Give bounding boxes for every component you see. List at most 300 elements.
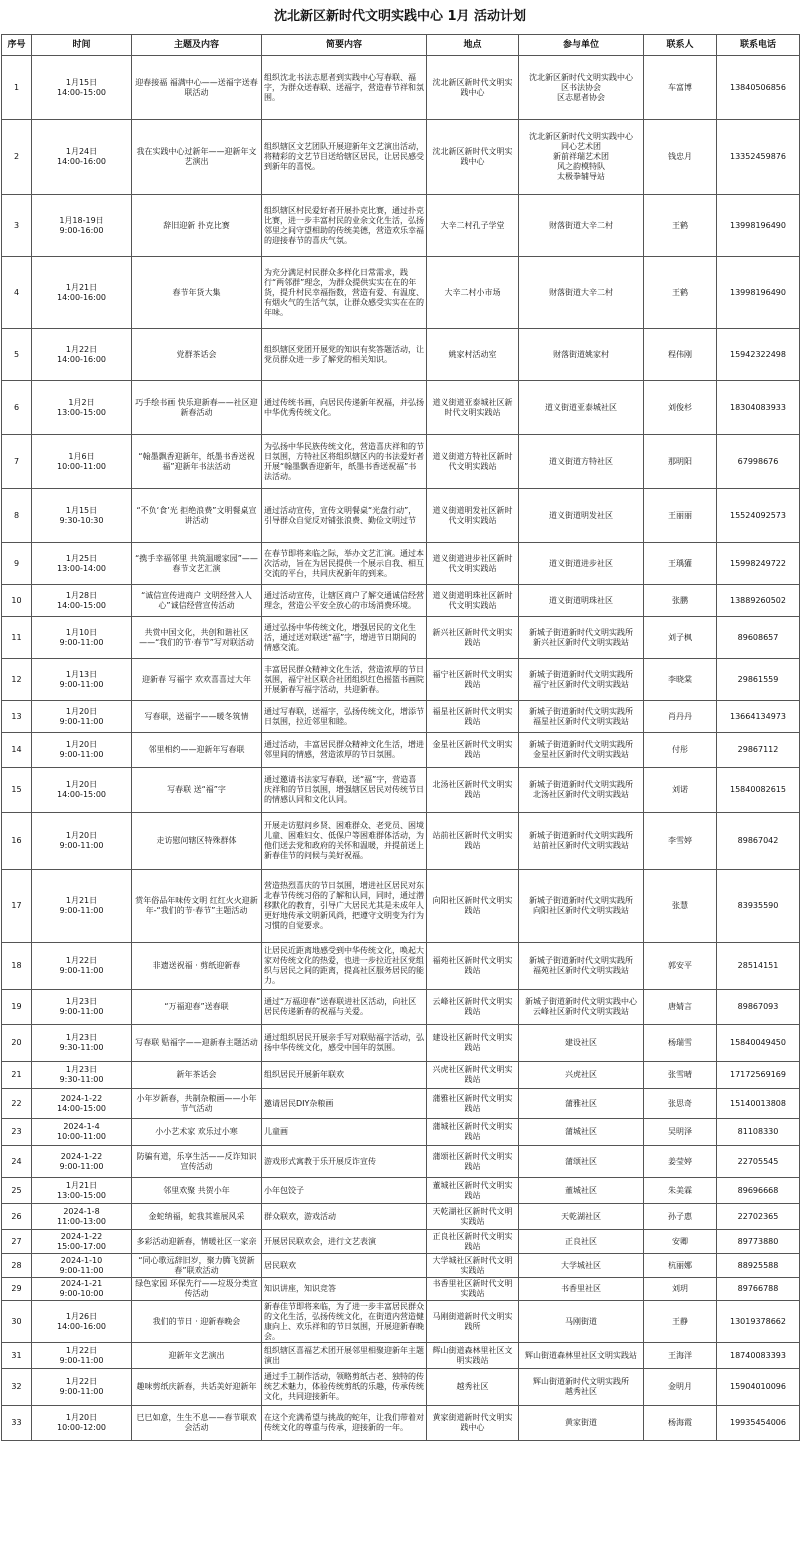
cell-units: 道义街道明发社区 bbox=[519, 489, 644, 543]
header-contact: 联系人 bbox=[644, 35, 717, 56]
cell-phone: 15524092573 bbox=[717, 489, 800, 543]
cell-contact: 王鹤 bbox=[644, 195, 717, 257]
table-row bbox=[2, 768, 800, 813]
cell-no: 31 bbox=[2, 1343, 32, 1369]
cell-units: 黄家街道 bbox=[519, 1406, 644, 1441]
cell-place: 福苑社区新时代文明实践站 bbox=[427, 943, 519, 990]
cell-place: 福星社区新时代文明实践站 bbox=[427, 701, 519, 733]
cell-no: 14 bbox=[2, 733, 32, 768]
cell-contact: 张慧 bbox=[644, 870, 717, 943]
table-row bbox=[2, 56, 800, 120]
cell-contact: 王海洋 bbox=[644, 1343, 717, 1369]
table-row bbox=[2, 435, 800, 489]
cell-brief: 组织辖区党团开展党的知识有奖答题活动，让党员群众进一步了解党的相关知识。 bbox=[262, 329, 427, 381]
cell-time: 1月13日 9:00-11:00 bbox=[32, 659, 132, 701]
cell-phone: 15942322498 bbox=[717, 329, 800, 381]
cell-brief: 让居民近距离地感受到中华传统文化，唤起大家对传统文化的热爱，也进一步拉近社区党组织与居民之间的距离，提高社区服务居民的能力。 bbox=[262, 943, 427, 990]
cell-phone: 13998196490 bbox=[717, 257, 800, 329]
cell-phone: 15840049450 bbox=[717, 1025, 800, 1062]
cell-units: 董城社区 bbox=[519, 1178, 644, 1204]
cell-phone: 15998249722 bbox=[717, 543, 800, 585]
cell-theme: 新年茶话会 bbox=[132, 1062, 262, 1089]
cell-brief: 游戏形式寓教于乐开展反诈宣传 bbox=[262, 1146, 427, 1178]
cell-theme: 我在实践中心过新年——迎新年文艺演出 bbox=[132, 120, 262, 195]
cell-place: 马刚街道新时代文明实践所 bbox=[427, 1301, 519, 1343]
cell-units: 新城子街道新时代文明实践所 新兴社区新时代文明实践站 bbox=[519, 617, 644, 659]
cell-units: 新城子街道新时代文明实践所 福苑社区新时代文明实践站 bbox=[519, 943, 644, 990]
cell-no: 29 bbox=[2, 1278, 32, 1301]
table-row bbox=[2, 195, 800, 257]
cell-brief: 开展居民联欢会，进行文艺表演 bbox=[262, 1230, 427, 1254]
cell-theme: 写春联 贴福字——迎新春主题活动 bbox=[132, 1025, 262, 1062]
cell-place: 站前社区新时代文明实践站 bbox=[427, 813, 519, 870]
cell-no: 33 bbox=[2, 1406, 32, 1441]
cell-no: 1 bbox=[2, 56, 32, 120]
cell-place: 大学城社区新时代文明实践站 bbox=[427, 1254, 519, 1278]
cell-time: 1月22日 9:00-11:00 bbox=[32, 943, 132, 990]
table-row bbox=[2, 1119, 800, 1146]
cell-place: 辉山街道森林里社区文明实践站 bbox=[427, 1343, 519, 1369]
cell-theme: 赏年俗品年味传文明 红红火火迎新年-“我们的节·春节”主题活动 bbox=[132, 870, 262, 943]
cell-theme: 走访慰问辖区特殊群体 bbox=[132, 813, 262, 870]
cell-brief: 通过活动宣传，让辖区商户了解交通诚信经营理念，营造公平安全放心的市场消费环境。 bbox=[262, 585, 427, 617]
cell-theme: 绿色家园 环保先行——垃圾分类宣传活动 bbox=[132, 1278, 262, 1301]
header-no: 序号 bbox=[2, 35, 32, 56]
cell-time: 2024-1-22 14:00-15:00 bbox=[32, 1089, 132, 1119]
cell-phone: 13840506856 bbox=[717, 56, 800, 120]
table-row bbox=[2, 120, 800, 195]
cell-theme: 邻里相约——迎新年写春联 bbox=[132, 733, 262, 768]
cell-no: 20 bbox=[2, 1025, 32, 1062]
cell-place: 金星社区新时代文明实践站 bbox=[427, 733, 519, 768]
table-row bbox=[2, 1406, 800, 1441]
cell-contact: 孙子惠 bbox=[644, 1204, 717, 1230]
table-row bbox=[2, 1301, 800, 1343]
table-row bbox=[2, 489, 800, 543]
header-place: 地点 bbox=[427, 35, 519, 56]
table-row bbox=[2, 543, 800, 585]
cell-contact: 那明阳 bbox=[644, 435, 717, 489]
cell-phone: 13352459876 bbox=[717, 120, 800, 195]
cell-theme: 我们的节日 · 迎新春晚会 bbox=[132, 1301, 262, 1343]
cell-time: 1月24日 14:00-16:00 bbox=[32, 120, 132, 195]
cell-no: 13 bbox=[2, 701, 32, 733]
cell-time: 1月26日 14:00-16:00 bbox=[32, 1301, 132, 1343]
header-units: 参与单位 bbox=[519, 35, 644, 56]
cell-brief: 组织辖区村民爱好者开展扑克比赛，通过扑克比赛，进一步丰富村民的业余文化生活，弘扬邻里之间守望相助的传统美德，营造欢乐幸福的迎接春节的喜庆气氛。 bbox=[262, 195, 427, 257]
cell-place: 正良社区新时代文明实践站 bbox=[427, 1230, 519, 1254]
header-phone: 联系电话 bbox=[717, 35, 800, 56]
cell-no: 18 bbox=[2, 943, 32, 990]
cell-place: 新兴社区新时代文明实践站 bbox=[427, 617, 519, 659]
cell-brief: 组织沈北书法志愿者到实践中心写春联、福字，为群众送春联、送福字，营造春节祥和氛围。 bbox=[262, 56, 427, 120]
cell-place: 黄家街道新时代文明实践中心 bbox=[427, 1406, 519, 1441]
cell-contact: 刘俊杉 bbox=[644, 381, 717, 435]
cell-phone: 15840082615 bbox=[717, 768, 800, 813]
cell-brief: 在这个充满希望与挑战的蛇年，让我们带着对传统文化的尊重与传承，迎接新的一年。 bbox=[262, 1406, 427, 1441]
cell-theme: 邻里欢聚 共贺小年 bbox=[132, 1178, 262, 1204]
cell-brief: 为弘扬中华民族传统文化，营造喜庆祥和的节日氛围，方特社区将组织辖区内的书法爱好者开展“翰墨飘香迎新年，纸墨书香送祝福”书法活动。 bbox=[262, 435, 427, 489]
cell-place: 向阳社区新时代文明实践站 bbox=[427, 870, 519, 943]
cell-phone: 18740083393 bbox=[717, 1343, 800, 1369]
cell-units: 新城子街道新时代文明实践所 福星社区新时代文明实践站 bbox=[519, 701, 644, 733]
cell-contact: 李雪婷 bbox=[644, 813, 717, 870]
table-body bbox=[2, 56, 800, 1441]
cell-brief: 通过邀请书法家写春联，送“福”字，营造喜庆祥和的节日氛围，增强辖区居民对传统节日的情感认同和文化认同。 bbox=[262, 768, 427, 813]
cell-brief: 在春节即将来临之际，举办文艺汇演。通过本次活动，旨在为居民提供一个展示自我、相互交流的平台，共同庆祝新年的到来。 bbox=[262, 543, 427, 585]
cell-no: 30 bbox=[2, 1301, 32, 1343]
table-row bbox=[2, 1254, 800, 1278]
cell-no: 5 bbox=[2, 329, 32, 381]
cell-brief: 通过“万福迎春”送春联进社区活动，向社区居民传递新春的祝福与关爱。 bbox=[262, 990, 427, 1025]
cell-theme: “携手幸福邻里 共筑温暖家园”——春节文艺汇演 bbox=[132, 543, 262, 585]
cell-time: 1月28日 14:00-15:00 bbox=[32, 585, 132, 617]
cell-contact: 杨瑞雪 bbox=[644, 1025, 717, 1062]
cell-theme: 党群茶话会 bbox=[132, 329, 262, 381]
cell-phone: 18304083933 bbox=[717, 381, 800, 435]
cell-units: 道义街道进步社区 bbox=[519, 543, 644, 585]
cell-units: 蒲雅社区 bbox=[519, 1089, 644, 1119]
cell-contact: 张鹏 bbox=[644, 585, 717, 617]
cell-no: 15 bbox=[2, 768, 32, 813]
cell-contact: 金明月 bbox=[644, 1369, 717, 1406]
cell-contact: 程伟刚 bbox=[644, 329, 717, 381]
cell-brief: 居民联欢 bbox=[262, 1254, 427, 1278]
cell-theme: 趣味剪纸庆新春，共话美好迎新年 bbox=[132, 1369, 262, 1406]
cell-theme: 巧手绘书画 快乐迎新春——社区迎新春活动 bbox=[132, 381, 262, 435]
cell-no: 2 bbox=[2, 120, 32, 195]
cell-no: 10 bbox=[2, 585, 32, 617]
cell-time: 2024-1-4 10:00-11:00 bbox=[32, 1119, 132, 1146]
cell-theme: “同心歌远辞旧岁，聚力腾飞贺新春”联欢活动 bbox=[132, 1254, 262, 1278]
cell-contact: 安卿 bbox=[644, 1230, 717, 1254]
cell-no: 7 bbox=[2, 435, 32, 489]
table-row bbox=[2, 1062, 800, 1089]
cell-theme: 多彩活动迎新春，情暖社区一家亲 bbox=[132, 1230, 262, 1254]
cell-units: 新城子街道新时代文明实践所 向阳社区新时代文明实践站 bbox=[519, 870, 644, 943]
cell-phone: 13889260502 bbox=[717, 585, 800, 617]
cell-no: 21 bbox=[2, 1062, 32, 1089]
cell-units: 书香里社区 bbox=[519, 1278, 644, 1301]
cell-time: 1月18-19日 9:00-16:00 bbox=[32, 195, 132, 257]
cell-contact: 杨海霞 bbox=[644, 1406, 717, 1441]
cell-brief: 儿童画 bbox=[262, 1119, 427, 1146]
cell-place: 沈北新区新时代文明实践中心 bbox=[427, 56, 519, 120]
cell-place: 沈北新区新时代文明实践中心 bbox=[427, 120, 519, 195]
cell-theme: 写春联，送福字——暖冬筑情 bbox=[132, 701, 262, 733]
cell-units: 辉山街道森林里社区文明实践站 bbox=[519, 1343, 644, 1369]
cell-no: 12 bbox=[2, 659, 32, 701]
cell-phone: 89773880 bbox=[717, 1230, 800, 1254]
cell-phone: 22702365 bbox=[717, 1204, 800, 1230]
cell-phone: 13998196490 bbox=[717, 195, 800, 257]
cell-no: 28 bbox=[2, 1254, 32, 1278]
cell-units: 辉山街道新时代文明实践所 越秀社区 bbox=[519, 1369, 644, 1406]
cell-place: 福宁社区新时代文明实践站 bbox=[427, 659, 519, 701]
cell-no: 25 bbox=[2, 1178, 32, 1204]
cell-theme: 防骗有道，乐享生活——反诈知识宣传活动 bbox=[132, 1146, 262, 1178]
table-row bbox=[2, 1178, 800, 1204]
cell-brief: 开展走访慰问乡贤、困难群众、老党员、困境儿童、困难妇女、低保户等困难群体活动，为他们送去党和政府的关怀和温暖，并提前送上新春佳节的问候与美好祝福。 bbox=[262, 813, 427, 870]
cell-time: 1月22日 9:00-11:00 bbox=[32, 1343, 132, 1369]
cell-units: 大学城社区 bbox=[519, 1254, 644, 1278]
cell-phone: 17172569169 bbox=[717, 1062, 800, 1089]
table-row bbox=[2, 257, 800, 329]
cell-phone: 88925588 bbox=[717, 1254, 800, 1278]
cell-place: 大辛二村小市场 bbox=[427, 257, 519, 329]
cell-time: 1月6日 10:00-11:00 bbox=[32, 435, 132, 489]
cell-units: 正良社区 bbox=[519, 1230, 644, 1254]
table-row bbox=[2, 585, 800, 617]
cell-no: 27 bbox=[2, 1230, 32, 1254]
cell-time: 1月10日 9:00-11:00 bbox=[32, 617, 132, 659]
table-row bbox=[2, 381, 800, 435]
cell-units: 新城子街道新时代文明实践所 福宁社区新时代文明实践站 bbox=[519, 659, 644, 701]
cell-units: 新城子街道新时代文明实践中心 云峰社区新时代文明实践站 bbox=[519, 990, 644, 1025]
cell-theme: 巳巳如意，生生不息——春节联欢会活动 bbox=[132, 1406, 262, 1441]
activity-table bbox=[1, 34, 800, 1441]
table-row bbox=[2, 1146, 800, 1178]
table-header-row bbox=[2, 35, 800, 56]
cell-contact: 钱忠月 bbox=[644, 120, 717, 195]
cell-contact: 王鹤 bbox=[644, 257, 717, 329]
cell-units: 沈北新区新时代文明实践中心 同心艺术团 新前祥瑞艺术团 风之韵模特队 太极拳辅导站 bbox=[519, 120, 644, 195]
cell-no: 11 bbox=[2, 617, 32, 659]
table-row bbox=[2, 1369, 800, 1406]
cell-phone: 15140013808 bbox=[717, 1089, 800, 1119]
cell-place: 蒲雅社区新时代文明实践站 bbox=[427, 1089, 519, 1119]
cell-contact: 李晓棠 bbox=[644, 659, 717, 701]
cell-theme: 小小艺术家 欢乐过小寒 bbox=[132, 1119, 262, 1146]
cell-phone: 89867042 bbox=[717, 813, 800, 870]
cell-phone: 22705545 bbox=[717, 1146, 800, 1178]
cell-place: 蒲颂社区新时代文明实践站 bbox=[427, 1146, 519, 1178]
cell-no: 23 bbox=[2, 1119, 32, 1146]
cell-time: 2024-1-22 9:00-11:00 bbox=[32, 1146, 132, 1178]
cell-contact: 朱美霖 bbox=[644, 1178, 717, 1204]
cell-no: 16 bbox=[2, 813, 32, 870]
cell-theme: 小年岁新春，共制杂粮画——小年节气活动 bbox=[132, 1089, 262, 1119]
cell-time: 1月2日 13:00-15:00 bbox=[32, 381, 132, 435]
cell-contact: 姜莹婷 bbox=[644, 1146, 717, 1178]
cell-time: 1月20日 10:00-12:00 bbox=[32, 1406, 132, 1441]
cell-contact: 王丽丽 bbox=[644, 489, 717, 543]
cell-time: 2024-1-22 15:00-17:00 bbox=[32, 1230, 132, 1254]
cell-units: 财落街道姚家村 bbox=[519, 329, 644, 381]
cell-contact: 王瑀獾 bbox=[644, 543, 717, 585]
cell-phone: 81108330 bbox=[717, 1119, 800, 1146]
cell-contact: 吴明泽 bbox=[644, 1119, 717, 1146]
cell-place: 建设社区新时代文明实践站 bbox=[427, 1025, 519, 1062]
cell-theme: “不负‘食’光 拒绝浪费”文明餐桌宣讲活动 bbox=[132, 489, 262, 543]
cell-time: 1月25日 13:00-14:00 bbox=[32, 543, 132, 585]
cell-phone: 89696668 bbox=[717, 1178, 800, 1204]
cell-time: 1月21日 9:00-11:00 bbox=[32, 870, 132, 943]
cell-contact: 唐婧言 bbox=[644, 990, 717, 1025]
cell-no: 9 bbox=[2, 543, 32, 585]
table-row bbox=[2, 813, 800, 870]
cell-theme: 共赏中国文化，共创和谐社区——“我们的节·春节”写对联活动 bbox=[132, 617, 262, 659]
table-row bbox=[2, 1025, 800, 1062]
cell-contact: 刘诺 bbox=[644, 768, 717, 813]
cell-place: 道义街道明发社区新时代文明实践站 bbox=[427, 489, 519, 543]
cell-time: 1月15日 9:30-10:30 bbox=[32, 489, 132, 543]
cell-units: 马刚街道 bbox=[519, 1301, 644, 1343]
cell-units: 沈北新区新时代文明实践中心 区书法协会 区志愿者协会 bbox=[519, 56, 644, 120]
cell-theme: 春节年货大集 bbox=[132, 257, 262, 329]
cell-phone: 13019378662 bbox=[717, 1301, 800, 1343]
cell-units: 天乾湖社区 bbox=[519, 1204, 644, 1230]
cell-units: 新城子街道新时代文明实践所 站前社区新时代文明实践站 bbox=[519, 813, 644, 870]
table-row bbox=[2, 870, 800, 943]
table-row bbox=[2, 659, 800, 701]
cell-brief: 组织辖区喜福艺术团开展邻里相聚迎新年主题演出 bbox=[262, 1343, 427, 1369]
cell-units: 蒲颂社区 bbox=[519, 1146, 644, 1178]
cell-time: 1月23日 9:30-11:00 bbox=[32, 1062, 132, 1089]
cell-phone: 89766788 bbox=[717, 1278, 800, 1301]
cell-no: 3 bbox=[2, 195, 32, 257]
cell-contact: 郭安平 bbox=[644, 943, 717, 990]
cell-place: 道义街道方特社区新时代文明实践站 bbox=[427, 435, 519, 489]
cell-theme: “诚信宣传进商户 文明经营入人心”诚信经营宣传活动 bbox=[132, 585, 262, 617]
cell-place: 道义街道明珠社区新时代文明实践站 bbox=[427, 585, 519, 617]
table-row bbox=[2, 1204, 800, 1230]
cell-theme: 迎新春 写福字 欢欢喜喜过大年 bbox=[132, 659, 262, 701]
cell-place: 兴虎社区新时代文明实践站 bbox=[427, 1062, 519, 1089]
cell-brief: 组织居民开展新年联欢 bbox=[262, 1062, 427, 1089]
cell-place: 姚家村活动室 bbox=[427, 329, 519, 381]
cell-theme: 迎新年文艺演出 bbox=[132, 1343, 262, 1369]
cell-place: 蒲城社区新时代文明实践站 bbox=[427, 1119, 519, 1146]
cell-no: 8 bbox=[2, 489, 32, 543]
cell-time: 2024-1-10 9:00-11:00 bbox=[32, 1254, 132, 1278]
cell-units: 新城子街道新时代文明实践所 北汤社区新时代文明实践站 bbox=[519, 768, 644, 813]
cell-place: 天乾湖社区新时代文明实践站 bbox=[427, 1204, 519, 1230]
cell-units: 财落街道大辛二村 bbox=[519, 195, 644, 257]
cell-time: 1月22日 9:00-11:00 bbox=[32, 1369, 132, 1406]
table-row bbox=[2, 1278, 800, 1301]
cell-units: 道义街道明珠社区 bbox=[519, 585, 644, 617]
cell-phone: 83935590 bbox=[717, 870, 800, 943]
cell-place: 书香里社区新时代文明实践站 bbox=[427, 1278, 519, 1301]
cell-place: 道义街道亚泰城社区新时代文明实践站 bbox=[427, 381, 519, 435]
cell-time: 1月22日 14:00-16:00 bbox=[32, 329, 132, 381]
cell-place: 越秀社区 bbox=[427, 1369, 519, 1406]
cell-theme: 迎春接福 福满中心——送福字送春联活动 bbox=[132, 56, 262, 120]
cell-contact: 杭丽娜 bbox=[644, 1254, 717, 1278]
table-row bbox=[2, 617, 800, 659]
cell-contact: 王静 bbox=[644, 1301, 717, 1343]
cell-phone: 89608657 bbox=[717, 617, 800, 659]
table-row bbox=[2, 1343, 800, 1369]
cell-no: 32 bbox=[2, 1369, 32, 1406]
cell-theme: 辞旧迎新 扑克比赛 bbox=[132, 195, 262, 257]
cell-theme: “万福迎春”送春联 bbox=[132, 990, 262, 1025]
cell-place: 大辛二村孔子学堂 bbox=[427, 195, 519, 257]
table-row bbox=[2, 701, 800, 733]
cell-units: 新城子街道新时代文明实践所 金星社区新时代文明实践站 bbox=[519, 733, 644, 768]
cell-brief: 丰富居民群众精神文化生活，营造浓厚的节日氛围，福宁社区联合社团组织红色摇篮书画院 开展新春写福字活动，共迎新春。 bbox=[262, 659, 427, 701]
cell-phone: 29861559 bbox=[717, 659, 800, 701]
cell-contact: 刘玥 bbox=[644, 1278, 717, 1301]
cell-units: 蒲城社区 bbox=[519, 1119, 644, 1146]
cell-units: 道义街道方特社区 bbox=[519, 435, 644, 489]
cell-units: 建设社区 bbox=[519, 1025, 644, 1062]
cell-phone: 19935454006 bbox=[717, 1406, 800, 1441]
cell-no: 24 bbox=[2, 1146, 32, 1178]
cell-units: 道义街道亚泰城社区 bbox=[519, 381, 644, 435]
cell-theme: 写春联 送“福”字 bbox=[132, 768, 262, 813]
cell-time: 2024-1-8 11:00-13:00 bbox=[32, 1204, 132, 1230]
table-row bbox=[2, 990, 800, 1025]
cell-place: 北汤社区新时代文明实践站 bbox=[427, 768, 519, 813]
cell-theme: 非遗送祝福 · 剪纸迎新春 bbox=[132, 943, 262, 990]
cell-brief: 通过组织居民开展亲手写对联贴福字活动，弘扬中华传统文化，感受中国年的氛围。 bbox=[262, 1025, 427, 1062]
cell-phone: 13664134973 bbox=[717, 701, 800, 733]
cell-place: 道义街道进步社区新时代文明实践站 bbox=[427, 543, 519, 585]
cell-time: 1月20日 9:00-11:00 bbox=[32, 701, 132, 733]
cell-time: 1月20日 14:00-15:00 bbox=[32, 768, 132, 813]
cell-no: 19 bbox=[2, 990, 32, 1025]
cell-brief: 通过写春联，送福字，弘扬传统文化，增添节日氛围，拉近邻里和睦。 bbox=[262, 701, 427, 733]
cell-phone: 29867112 bbox=[717, 733, 800, 768]
cell-time: 1月23日 9:30-11:00 bbox=[32, 1025, 132, 1062]
table-row bbox=[2, 329, 800, 381]
cell-time: 1月20日 9:00-11:00 bbox=[32, 733, 132, 768]
cell-contact: 张思奇 bbox=[644, 1089, 717, 1119]
cell-place: 云峰社区新时代文明实践站 bbox=[427, 990, 519, 1025]
table-row bbox=[2, 1089, 800, 1119]
cell-no: 26 bbox=[2, 1204, 32, 1230]
cell-contact: 刘子枫 bbox=[644, 617, 717, 659]
cell-time: 1月21日 14:00-16:00 bbox=[32, 257, 132, 329]
cell-phone: 67998676 bbox=[717, 435, 800, 489]
cell-contact: 张雪晴 bbox=[644, 1062, 717, 1089]
cell-brief: 知识讲座，知识竞答 bbox=[262, 1278, 427, 1301]
cell-phone: 15904010096 bbox=[717, 1369, 800, 1406]
cell-time: 1月21日 13:00-15:00 bbox=[32, 1178, 132, 1204]
cell-no: 4 bbox=[2, 257, 32, 329]
cell-no: 6 bbox=[2, 381, 32, 435]
cell-theme: “翰墨飘香迎新年，纸墨书香送祝福”迎新年书法活动 bbox=[132, 435, 262, 489]
cell-brief: 组织辖区文艺团队开展迎新年文艺演出活动，将精彩的文艺节目送给辖区居民，让居民感受到新年的喜悦。 bbox=[262, 120, 427, 195]
cell-brief: 通过传统书画，向居民传递新年祝福，并弘扬中华优秀传统文化。 bbox=[262, 381, 427, 435]
cell-contact: 肖丹丹 bbox=[644, 701, 717, 733]
cell-no: 22 bbox=[2, 1089, 32, 1119]
cell-brief: 小年包饺子 bbox=[262, 1178, 427, 1204]
sheet-title: 沈北新区新时代文明实践中心 1月 活动计划 bbox=[273, 9, 527, 24]
cell-brief: 邀请居民DIY杂粮画 bbox=[262, 1089, 427, 1119]
cell-contact: 付彤 bbox=[644, 733, 717, 768]
cell-brief: 群众联欢，游戏活动 bbox=[262, 1204, 427, 1230]
cell-brief: 通过活动，丰富居民群众精神文化生活，增进邻里间的情感，营造浓厚的节日氛围。 bbox=[262, 733, 427, 768]
cell-contact: 车富博 bbox=[644, 56, 717, 120]
header-brief: 简要内容 bbox=[262, 35, 427, 56]
cell-phone: 89867093 bbox=[717, 990, 800, 1025]
cell-phone: 28514151 bbox=[717, 943, 800, 990]
cell-units: 兴虎社区 bbox=[519, 1062, 644, 1089]
table-row bbox=[2, 733, 800, 768]
cell-brief: 通过活动宣传，宣传文明餐桌“光盘行动”，引导群众自觉反对铺张浪费、勤俭文明过节 bbox=[262, 489, 427, 543]
table-row bbox=[2, 1230, 800, 1254]
cell-brief: 通过弘扬中华传统文化，增强居民的文化生活，通过送对联送“福”字，增进节日期间的情感交流。 bbox=[262, 617, 427, 659]
cell-brief: 营造热烈喜庆的节日氛围，增进社区居民对东北春节传统习俗的了解和认同，同时，通过潜移默化的教育，引导广大居民尤其是未成年人更好地传承文明新风尚，把遵守文明变为行为习惯的自觉要求。 bbox=[262, 870, 427, 943]
cell-time: 2024-1-21 9:00-10:00 bbox=[32, 1278, 132, 1301]
cell-theme: 金蛇纳福，蛇我其谁展风采 bbox=[132, 1204, 262, 1230]
header-theme: 主题及内容 bbox=[132, 35, 262, 56]
cell-time: 1月20日 9:00-11:00 bbox=[32, 813, 132, 870]
cell-brief: 新春佳节即将来临，为了进一步丰富居民群众的文化生活，弘扬传统文化，在街道内营造健康向上、欢乐祥和的节日氛围，开展迎新春晚会。 bbox=[262, 1301, 427, 1343]
